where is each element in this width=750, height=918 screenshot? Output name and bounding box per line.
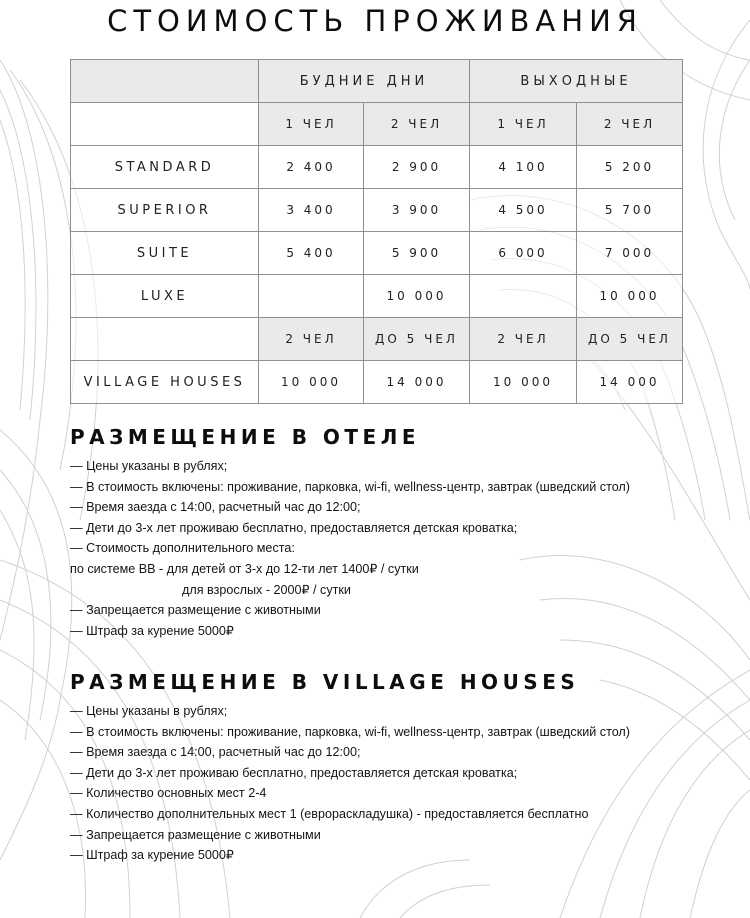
table-corner-cell: [71, 60, 259, 103]
list-item: — Цены указаны в рублях;: [70, 704, 228, 718]
price-cell: 5 400: [259, 232, 364, 275]
village-notes-list: [70, 701, 710, 866]
page-title: СТОИМОСТЬ ПРОЖИВАНИЯ: [107, 4, 643, 38]
list-item: — Дети до 3-х лет проживаю бесплатно, предоставляется детская кроватка;: [70, 765, 518, 780]
price-cell: 10 000: [577, 275, 683, 318]
village-guest-header-cell: ДО 5 ЧЕЛ: [577, 318, 683, 361]
guest-header-cell: 2 ЧЕЛ: [577, 103, 683, 146]
list-item: — Стоимость дополнительного места:: [70, 541, 295, 556]
guest-header-cell: 1 ЧЕЛ: [259, 103, 364, 146]
list-item: — Штраф за курение 5000₽: [70, 623, 234, 638]
village-guest-header-cell: 2 ЧЕЛ: [470, 318, 577, 361]
price-cell: 14 000: [364, 361, 470, 404]
price-table-guest-header-row: [71, 103, 683, 146]
room-type-label: VILLAGE HOUSES: [71, 361, 259, 404]
table-empty-cell: [71, 318, 259, 361]
list-item: — Дети до 3-х лет проживаю бесплатно, предоставляется детская кроватка;: [70, 520, 518, 535]
table-empty-cell: [71, 103, 259, 146]
list-item: — В стоимость включены: проживание, парковка, wi-fi, wellness-центр, завтрак (шведский стол): [70, 479, 630, 494]
weekend-header: ВЫХОДНЫЕ: [470, 60, 683, 103]
list-item: — Количество основных мест 2-4: [70, 786, 267, 801]
hotel-section-title: РАЗМЕЩЕНИЕ В ОТЕЛЕ: [70, 425, 420, 449]
guest-header-cell: 1 ЧЕЛ: [470, 103, 577, 146]
price-cell: 10 000: [364, 275, 470, 318]
list-item: — В стоимость включены: проживание, парковка, wi-fi, wellness-центр, завтрак (шведский стол): [70, 724, 630, 739]
price-cell: 3 400: [259, 189, 364, 232]
table-row: [71, 232, 683, 275]
price-cell: 2 400: [259, 146, 364, 189]
village-guest-header-cell: ДО 5 ЧЕЛ: [364, 318, 470, 361]
room-type-label: SUPERIOR: [71, 189, 259, 232]
room-type-label: STANDARD: [71, 146, 259, 189]
list-item: для взрослых - 2000₽ / сутки: [182, 582, 351, 597]
list-item: по системе BB - для детей от 3-х до 12-ти лет 1400₽ / сутки: [70, 561, 419, 576]
price-cell: 5 700: [577, 189, 683, 232]
table-row: [71, 361, 683, 404]
table-row: [71, 275, 683, 318]
village-header-row: [71, 318, 683, 361]
room-type-label: LUXE: [71, 275, 259, 318]
list-item: — Цены указаны в рублях;: [70, 459, 228, 473]
price-table-group-header-row: [71, 60, 683, 103]
list-item: — Запрещается размещение с животными: [70, 827, 321, 842]
price-table: [70, 59, 683, 404]
price-cell: 5 900: [364, 232, 470, 275]
price-cell: 6 000: [470, 232, 577, 275]
hotel-notes-list: [70, 456, 710, 641]
price-cell: 4 100: [470, 146, 577, 189]
list-item: — Время заезда с 14:00, расчетный час до 12:00;: [70, 500, 361, 515]
list-item: — Штраф за курение 5000₽: [70, 848, 234, 863]
price-cell: [259, 275, 364, 318]
list-item: — Количество дополнительных мест 1 (еврораскладушка) - предоставляется бесплатно: [70, 806, 589, 821]
price-cell: 14 000: [577, 361, 683, 404]
weekdays-header: БУДНИЕ ДНИ: [259, 60, 470, 103]
price-cell: 3 900: [364, 189, 470, 232]
price-cell: 7 000: [577, 232, 683, 275]
price-cell: 5 200: [577, 146, 683, 189]
price-cell: [470, 275, 577, 318]
table-row: [71, 146, 683, 189]
price-cell: 10 000: [259, 361, 364, 404]
price-cell: 2 900: [364, 146, 470, 189]
guest-header-cell: 2 ЧЕЛ: [364, 103, 470, 146]
table-row: [71, 189, 683, 232]
village-section-title: РАЗМЕЩЕНИЕ В VILLAGE HOUSES: [70, 670, 580, 694]
list-item: — Время заезда с 14:00, расчетный час до 12:00;: [70, 745, 361, 760]
price-cell: 4 500: [470, 189, 577, 232]
room-type-label: SUITE: [71, 232, 259, 275]
price-cell: 10 000: [470, 361, 577, 404]
list-item: — Запрещается размещение с животными: [70, 603, 321, 618]
village-guest-header-cell: 2 ЧЕЛ: [259, 318, 364, 361]
